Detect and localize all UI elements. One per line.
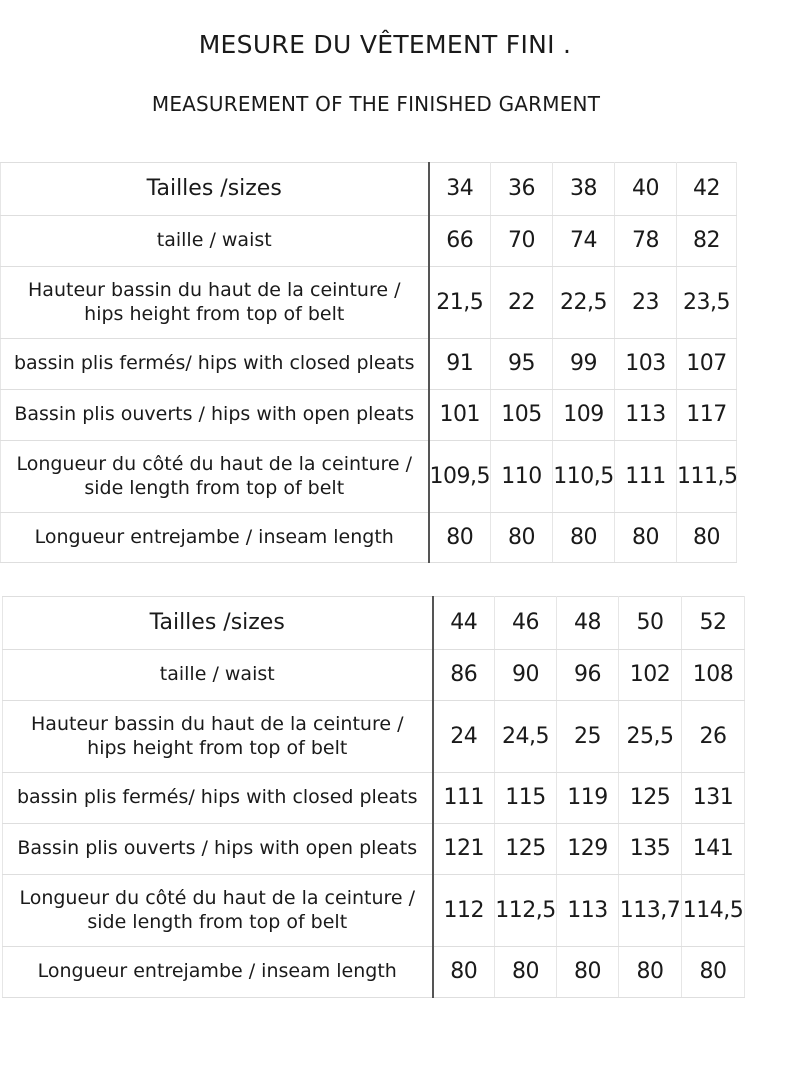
value-cell: 125 (495, 824, 557, 875)
row-label: Hauteur bassin du haut de la ceinture / hips height from top of belt (3, 701, 433, 773)
size-cell: 40 (615, 163, 677, 216)
row-label: bassin plis fermés/ hips with closed pleats (1, 339, 429, 390)
value-cell: 111,5 (677, 441, 737, 513)
value-cell: 121 (433, 824, 495, 875)
value-cell: 103 (615, 339, 677, 390)
hips-closed-pleats-row (1, 339, 737, 390)
sizes-row (1, 163, 737, 216)
sizes-row (3, 597, 745, 650)
size-cell: 48 (557, 597, 619, 650)
size-cell: 36 (491, 163, 553, 216)
value-cell: 24,5 (495, 701, 557, 773)
row-label: Longueur du côté du haut de la ceinture / side length from top of belt (3, 875, 433, 947)
value-cell: 80 (429, 513, 491, 563)
value-cell: 112,5 (495, 875, 557, 947)
value-cell: 113,7 (619, 875, 682, 947)
value-cell: 110 (491, 441, 553, 513)
row-label: Tailles /sizes (1, 163, 429, 216)
value-cell: 102 (619, 650, 682, 701)
value-cell: 109,5 (429, 441, 491, 513)
value-cell: 111 (615, 441, 677, 513)
hips-open-pleats-row (3, 824, 745, 875)
page-title-english: MEASUREMENT OF THE FINISHED GARMENT (151, 92, 601, 116)
value-cell: 82 (677, 216, 737, 267)
value-cell: 110,5 (553, 441, 615, 513)
value-cell: 86 (433, 650, 495, 701)
value-cell: 96 (557, 650, 619, 701)
waist-row (3, 650, 745, 701)
row-label: taille / waist (1, 216, 429, 267)
value-cell: 125 (619, 773, 682, 824)
value-cell: 80 (491, 513, 553, 563)
value-cell: 66 (429, 216, 491, 267)
value-cell: 105 (491, 390, 553, 441)
inseam-row (3, 947, 745, 998)
inseam-row (1, 513, 737, 563)
value-cell: 117 (677, 390, 737, 441)
side-length-row (3, 875, 745, 947)
value-cell: 111 (433, 773, 495, 824)
value-cell: 91 (429, 339, 491, 390)
value-cell: 80 (495, 947, 557, 998)
row-label: Longueur entrejambe / inseam length (3, 947, 433, 998)
size-table-1 (0, 162, 737, 563)
value-cell: 70 (491, 216, 553, 267)
value-cell: 78 (615, 216, 677, 267)
value-cell: 26 (682, 701, 745, 773)
value-cell: 21,5 (429, 267, 491, 339)
value-cell: 112 (433, 875, 495, 947)
size-cell: 44 (433, 597, 495, 650)
waist-row (1, 216, 737, 267)
value-cell: 99 (553, 339, 615, 390)
page-title-french: MESURE DU VÊTEMENT FINI . (198, 30, 572, 59)
value-cell: 80 (615, 513, 677, 563)
value-cell: 24 (433, 701, 495, 773)
value-cell: 90 (495, 650, 557, 701)
value-cell: 23,5 (677, 267, 737, 339)
row-label: taille / waist (3, 650, 433, 701)
side-length-row (1, 441, 737, 513)
hip-height-row (1, 267, 737, 339)
size-cell: 50 (619, 597, 682, 650)
value-cell: 22,5 (553, 267, 615, 339)
size-cell: 42 (677, 163, 737, 216)
value-cell: 129 (557, 824, 619, 875)
size-cell: 52 (682, 597, 745, 650)
value-cell: 101 (429, 390, 491, 441)
value-cell: 25 (557, 701, 619, 773)
value-cell: 141 (682, 824, 745, 875)
hips-open-pleats-row (1, 390, 737, 441)
row-label: bassin plis fermés/ hips with closed pleats (3, 773, 433, 824)
value-cell: 114,5 (682, 875, 745, 947)
value-cell: 109 (553, 390, 615, 441)
value-cell: 80 (557, 947, 619, 998)
value-cell: 22 (491, 267, 553, 339)
size-cell: 34 (429, 163, 491, 216)
value-cell: 115 (495, 773, 557, 824)
size-table-2 (2, 596, 745, 998)
value-cell: 119 (557, 773, 619, 824)
row-label: Bassin plis ouverts / hips with open pleats (3, 824, 433, 875)
value-cell: 95 (491, 339, 553, 390)
row-label: Longueur entrejambe / inseam length (1, 513, 429, 563)
value-cell: 25,5 (619, 701, 682, 773)
value-cell: 80 (682, 947, 745, 998)
value-cell: 131 (682, 773, 745, 824)
row-label: Tailles /sizes (3, 597, 433, 650)
hips-closed-pleats-row (3, 773, 745, 824)
row-label: Hauteur bassin du haut de la ceinture / hips height from top of belt (1, 267, 429, 339)
value-cell: 80 (619, 947, 682, 998)
value-cell: 113 (557, 875, 619, 947)
size-cell: 46 (495, 597, 557, 650)
value-cell: 135 (619, 824, 682, 875)
hip-height-row (3, 701, 745, 773)
value-cell: 113 (615, 390, 677, 441)
size-cell: 38 (553, 163, 615, 216)
value-cell: 23 (615, 267, 677, 339)
value-cell: 80 (553, 513, 615, 563)
row-label: Bassin plis ouverts / hips with open pleats (1, 390, 429, 441)
value-cell: 74 (553, 216, 615, 267)
value-cell: 80 (433, 947, 495, 998)
value-cell: 80 (677, 513, 737, 563)
row-label: Longueur du côté du haut de la ceinture / side length from top of belt (1, 441, 429, 513)
value-cell: 108 (682, 650, 745, 701)
value-cell: 107 (677, 339, 737, 390)
